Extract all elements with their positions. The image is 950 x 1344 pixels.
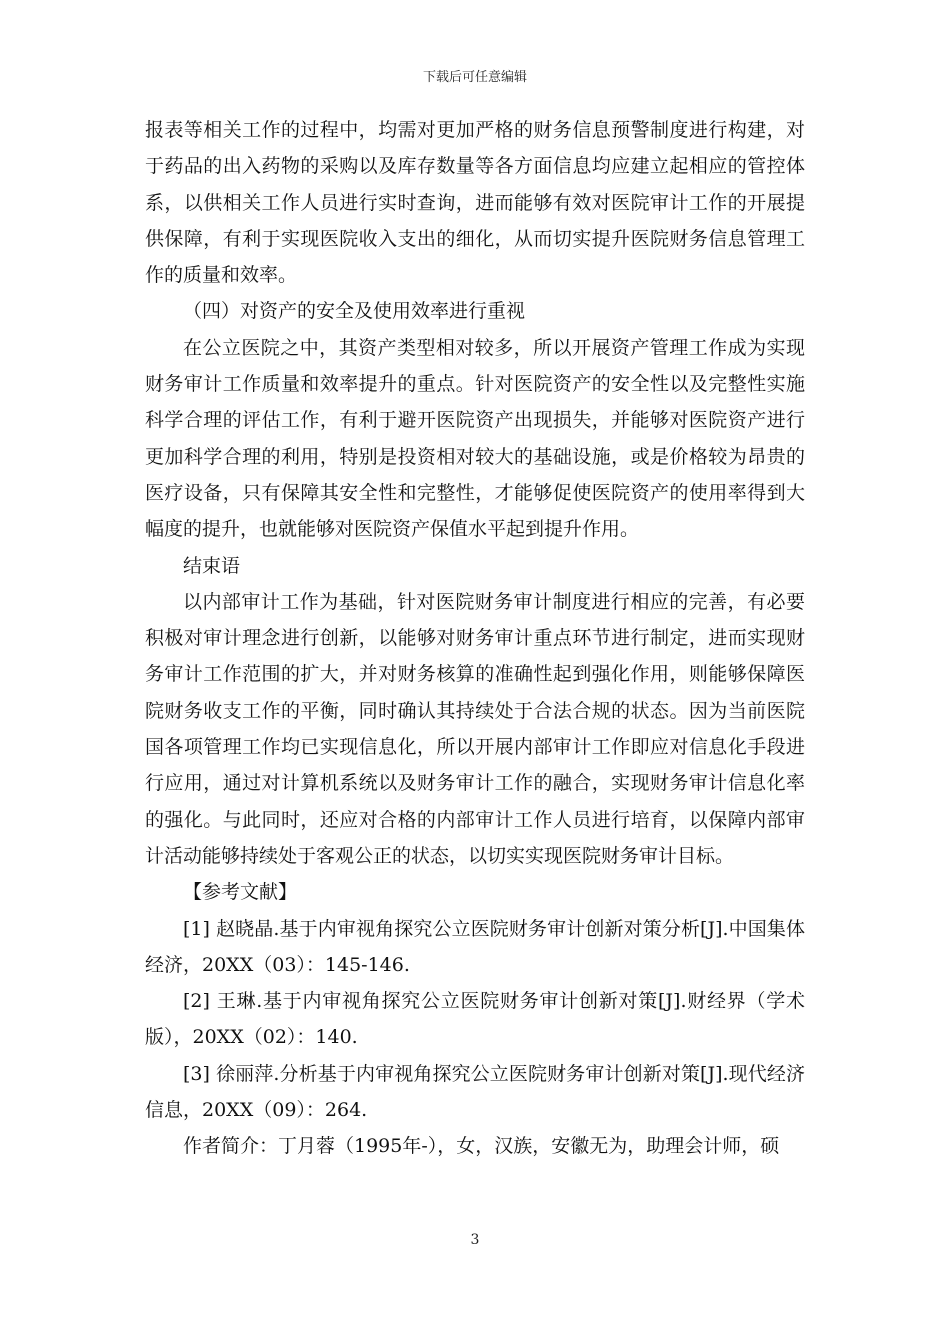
references-heading: 【参考文献】 xyxy=(183,881,298,904)
reference-item-2: [2] 王琳.基于内审视角探究公立医院财务审计创新对策[J].财经界（学术版），20XX（02）：140. xyxy=(145,990,805,1049)
paragraph-conclusion: 以内部审计工作为基础，针对医院财务审计制度进行相应的完善，有必要积极对审计理念进行创新，以能够对财务审计重点环节进行制定，进而实现财务审计工作范围的扩大，并对财务核算的准确性起到强化作用，则能够保障医院财务收支工作的平衡，同时确认其持续处于合法合规的状态。因为当前医院国各项管理工作均已实现信息化，所以开展内部审计工作即应对信息化手段进行应用，通过对计算机系统以及财务审计工作的融合，实现财务审计信息化率的强化。与此同时，还应对合格的内部审计工作人员进行培育，以保障内部审计活动能够持续处于客观公正的状态，以切实实现医院财务审计目标。 xyxy=(145,590,805,867)
reference-item-3: [3] 徐丽萍.分析基于内审视角探究公立医院财务审计创新对策[J].现代经济信息，20XX（09）：264. xyxy=(145,1062,805,1122)
page-header: 下载后可任意编辑 xyxy=(422,70,527,85)
paragraph-financial-warning: 报表等相关工作的过程中，均需对更加严格的财务信息预警制度进行构建，对于药品的出入药物的采购以及库存数量等各方面信息均应建立起相应的管控体系，以供相关工作人员进行实时查询，进而能够有效对医院审计工作的开展提供保障，有利于实现医院收入支出的细化，从而切实提升医院财务信息管理工作的质量和效率。 xyxy=(145,119,805,287)
conclusion-heading: 结束语 xyxy=(183,554,241,577)
document-body xyxy=(145,112,805,1165)
reference-item-1: [1] 赵晓晶.基于内审视角探究公立医院财务审计创新对策分析[J].中国集体经济，20XX（03）：145-146. xyxy=(145,917,805,976)
page-number: 3 xyxy=(470,1232,480,1248)
section-heading-asset-security: （四）对资产的安全及使用效率进行重视 xyxy=(183,300,526,323)
author-bio: 作者简介：丁月蓉（1995年-），女，汉族，安徽无为，助理会计师，硕 xyxy=(183,1135,780,1158)
paragraph-asset-management: 在公立医院之中，其资产类型相对较多，所以开展资产管理工作成为实现财务审计工作质量和效率提升的重点。针对医院资产的安全性以及完整性实施科学合理的评估工作，有利于避开医院资产出现损失，并能够对医院资产进行更加科学合理的利用，特别是投资相对较大的基础设施，或是价格较为昂贵的医疗设备，只有保障其安全性和完整性，才能够促使医院资产的使用率得到大幅度的提升，也就能够对医院资产保值水平起到提升作用。 xyxy=(145,336,805,541)
